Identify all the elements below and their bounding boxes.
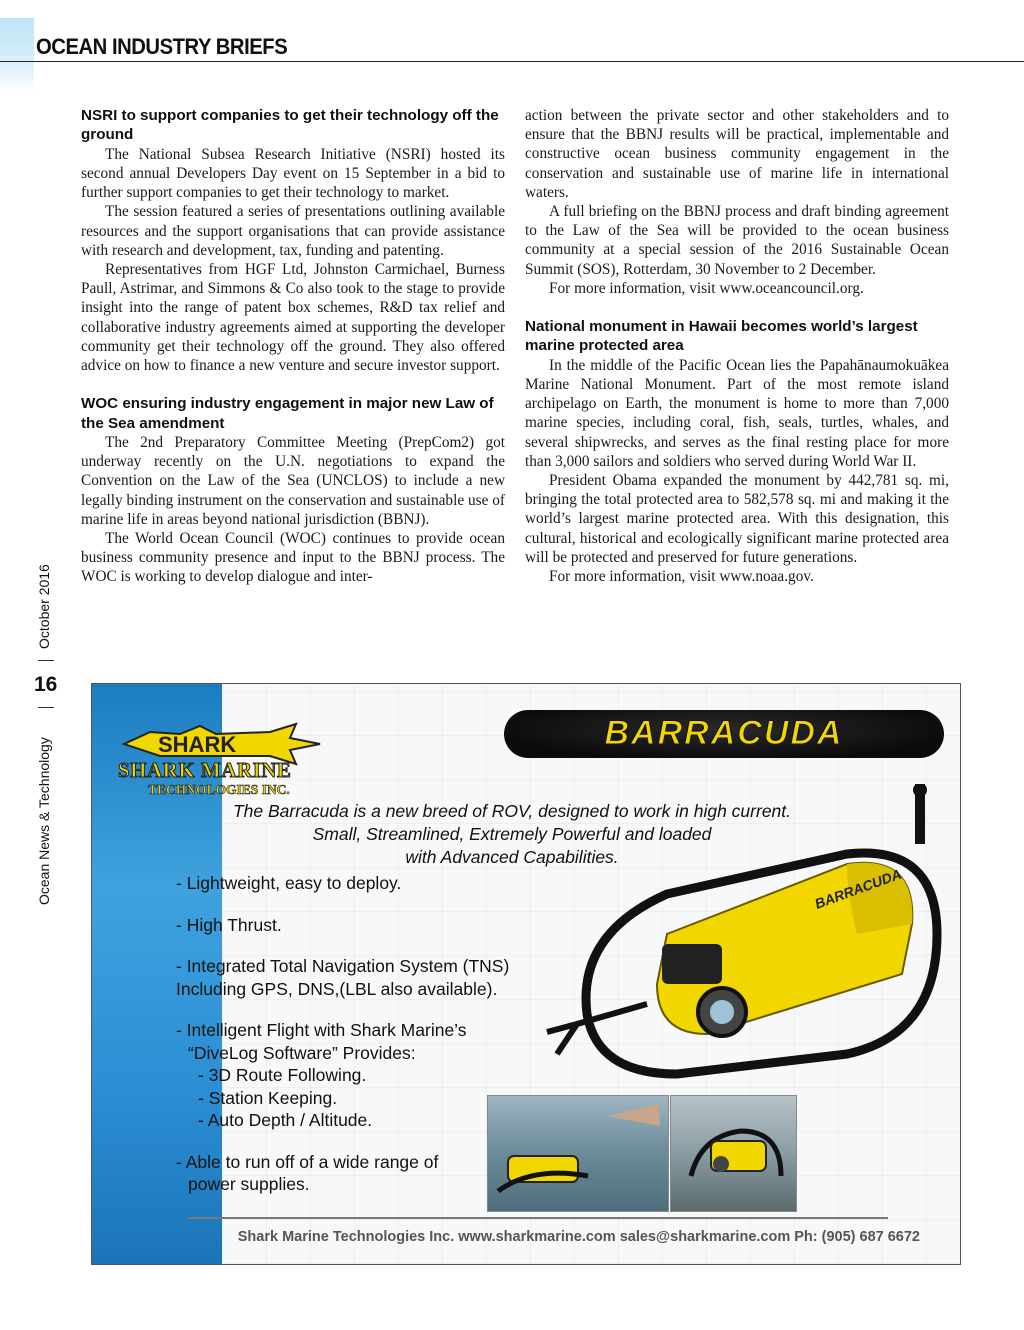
article-link-paragraph: For more information, visit www.oceancouncil.org. <box>549 279 864 297</box>
logo-mark-text: SHARK <box>158 732 237 757</box>
product-name: BARRACUDA <box>604 714 844 752</box>
feature-item: - Integrated Total Navigation System (TNS) <box>176 956 510 976</box>
company-name: SHARK MARINE <box>118 758 292 782</box>
publication-name: Ocean News & Technology <box>36 737 52 905</box>
article-paragraph: Representatives from HGF Ltd, Johnston Carmichael, Burness Paull, Astrimar, and Simmons & Co also took to the stage to provide insight into the range of patent box schemes, R&D tax relief and collaborative industry agreements aimed at supporting the developer community get their technology off the ground. They also offered advice on how to finance a new venture and secure investor support. <box>81 261 505 375</box>
article-paragraph: The National Subsea Research Initiative (NSRI) hosted its second annual Developers Day event on 15 September in a bid to further support companies to get their technology to market. <box>81 145 505 202</box>
rov-beach-photo <box>670 1095 797 1212</box>
article-paragraph: action between the private sector and other stakeholders and to ensure that the BBNJ results will be practical, implementable and constructive ocean business community engagement in the conservation and sustainable use of marine life in international waters. <box>525 107 949 201</box>
article-paragraph: President Obama expanded the monument by 442,781 sq. mi, bringing the total protected area to 582,578 sq. mi and making it the world’s largest marine protected area. With this designation, this cultural, historical and ecologically significant marine protected area will be protected and preserved for future generations. <box>525 472 949 566</box>
shark-marine-advertisement <box>91 683 961 1265</box>
rov-label: BARRACUDA <box>812 865 904 912</box>
page-number: 16 <box>34 673 58 696</box>
left-column <box>81 106 505 587</box>
feature-subitem: - Auto Depth / Altitude. <box>198 1110 373 1130</box>
article-paragraph: The World Ocean Council (WOC) continues to provide ocean business community presence and input to the BBNJ process. The WOC is working to develop dialogue and inter- <box>81 530 505 586</box>
feature-subitem: - Station Keeping. <box>198 1087 338 1108</box>
rov-illustration <box>517 784 957 1084</box>
rov-thruster <box>662 944 722 984</box>
article-headline-hawaii: National monument in Hawaii becomes world’s largest marine protected area <box>525 318 918 355</box>
article-headline-nsri: NSRI to support companies to get their technology off the ground <box>81 107 499 144</box>
issue-date: October 2016 <box>36 564 52 649</box>
ad-contact-footer: Shark Marine Technologies Inc. www.sharkmarine.com sales@sharkmarine.com Ph: (905) 687 6672 <box>237 1229 920 1245</box>
feature-item: power supplies. <box>188 1174 310 1194</box>
section-title: OCEAN INDUSTRY BRIEFS <box>36 34 288 59</box>
tagline-line: with Advanced Capabilities. <box>405 847 619 867</box>
feature-list <box>176 872 509 1196</box>
article-paragraph: The session featured a series of presentations outlining available resources and the support organisations that can provide assistance with research and development, tax, funding and patenting. <box>81 203 505 259</box>
feature-item: Including GPS, DNS,(LBL also available). <box>176 978 498 999</box>
product-banner <box>504 710 944 758</box>
feature-item: - Lightweight, easy to deploy. <box>176 873 402 893</box>
feature-item: - High Thrust. <box>176 914 282 935</box>
article-link-paragraph: For more information, visit www.noaa.gov. <box>549 568 814 586</box>
article-paragraph: In the middle of the Pacific Ocean lies the Papahānaumokuākea Marine National Monument. Part of the most remote island archipelago on Earth, the monument is home to more than 7,000 marine species, including coral, fish, seals, turtles, whales, and several shipwrecks, and serves as the final resting place for more than 3,000 sailors and soldiers who served during World War II. <box>525 356 949 470</box>
article-headline-woc: WOC ensuring industry engagement in major new Law of the Sea amendment <box>81 395 494 432</box>
feature-item: - Intelligent Flight with Shark Marine’s <box>176 1020 467 1040</box>
feature-item: - Able to run off of a wide range of <box>176 1151 439 1172</box>
sidebar-rule-bottom <box>38 707 54 708</box>
header-rule <box>0 61 1024 62</box>
rov-deployment-photo <box>487 1095 669 1212</box>
right-column <box>525 106 949 586</box>
section-tab-accent <box>0 18 34 92</box>
sidebar-rule-top <box>38 660 54 661</box>
article-paragraph: A full briefing on the BBNJ process and draft binding agreement to the Law of the Sea will be provided to the ocean business community at a special session of the 2016 Sustainable Ocean Summit (SOS), Rotterdam, 30 November to 2 December. <box>525 203 949 278</box>
tagline-line: Small, Streamlined, Extremely Powerful and loaded <box>312 824 712 844</box>
ad-footer-rule <box>188 1217 888 1219</box>
company-subtitle: TECHNOLOGIES INC. <box>148 782 290 797</box>
tagline-line: The Barracuda is a new breed of ROV, designed to work in high current. <box>232 801 792 821</box>
feature-subitem: - 3D Route Following. <box>198 1065 367 1085</box>
article-paragraph: The 2nd Preparatory Committee Meeting (PrepCom2) got underway recently on the U.N. negotiations to expand the Convention on the Law of the Sea (UNCLOS) to include a new legally binding instrument on the conservation and sustainable use of marine life in areas beyond national jurisdiction (BBNJ). <box>81 434 505 528</box>
feature-item: “DiveLog Software” Provides: <box>188 1042 416 1063</box>
